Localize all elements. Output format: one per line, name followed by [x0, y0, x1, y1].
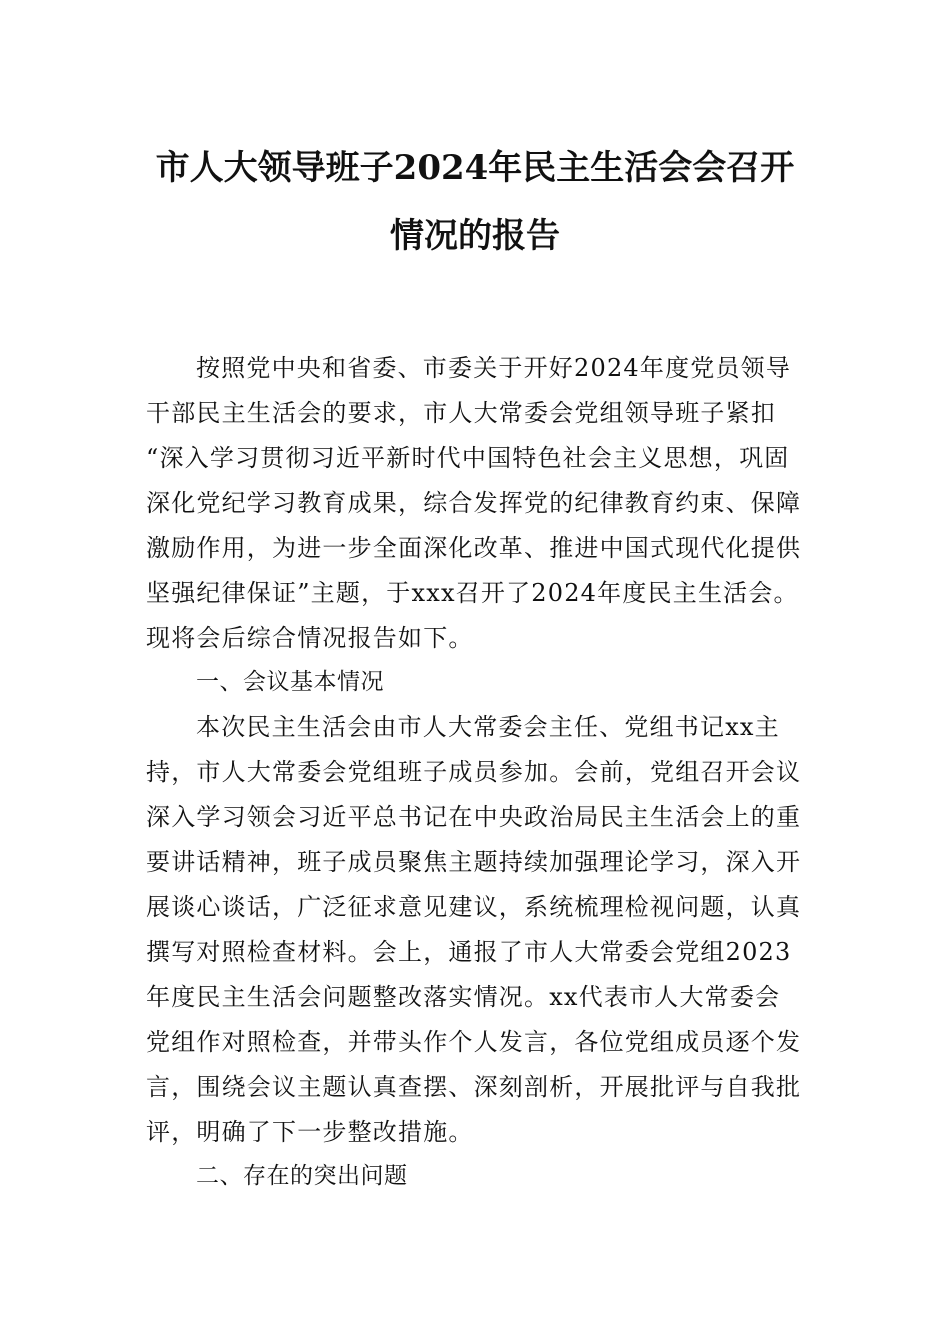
paragraph-1-line-1: 按照党中央和省委、市委关于开好2024年度党员领导: [196, 354, 792, 382]
document-title-line-2: 情况的报告: [390, 216, 560, 256]
paragraph-2-line-9: 言，围绕会议主题认真查摆、深刻剖析，开展批评与自我批: [146, 1073, 802, 1101]
paragraph-1-line-7: 现将会后综合情况报告如下。: [146, 624, 474, 652]
paragraph-1-line-4: 深化党纪学习教育成果，综合发挥党的纪律教育约束、保障: [146, 489, 802, 517]
paragraph-2-line-3: 深入学习领会习近平总书记在中央政治局民主生活会上的重: [146, 803, 802, 831]
paragraph-2-line-6: 撰写对照检查材料。会上，通报了市人大常委会党组2023: [146, 938, 792, 966]
paragraph-2-line-4: 要讲话精神，班子成员聚焦主题持续加强理论学习，深入开: [146, 848, 802, 876]
paragraph-1-line-5: 激励作用，为进一步全面深化改革、推进中国式现代化提供: [146, 534, 802, 562]
section-heading-1: 一、会议基本情况: [196, 669, 384, 695]
paragraph-1-line-2: 干部民主生活会的要求，市人大常委会党组领导班子紧扣: [146, 399, 776, 427]
paragraph-2-line-8: 党组作对照检查，并带头作个人发言，各位党组成员逐个发: [146, 1028, 802, 1056]
paragraph-2-line-10: 评，明确了下一步整改措施。: [146, 1118, 474, 1146]
paragraph-1-line-3: “深入学习贯彻习近平新时代中国特色社会主义思想，巩固: [146, 444, 790, 472]
paragraph-1-line-6: 坚强纪律保证”主题，于xxx召开了2024年度民主生活会。: [146, 579, 799, 607]
section-heading-2: 二、存在的突出问题: [196, 1163, 408, 1189]
paragraph-2-line-7: 年度民主生活会问题整改落实情况。xx代表市人大常委会: [146, 983, 781, 1011]
document-title-line-1: 市人大领导班子2024年民主生活会会召开: [155, 148, 795, 188]
paragraph-2-line-2: 持，市人大常委会党组班子成员参加。会前，党组召开会议: [146, 758, 802, 786]
paragraph-2-line-5: 展谈心谈话，广泛征求意见建议，系统梳理检视问题，认真: [146, 893, 802, 921]
paragraph-2-line-1: 本次民主生活会由市人大常委会主任、党组书记xx主: [196, 713, 780, 741]
